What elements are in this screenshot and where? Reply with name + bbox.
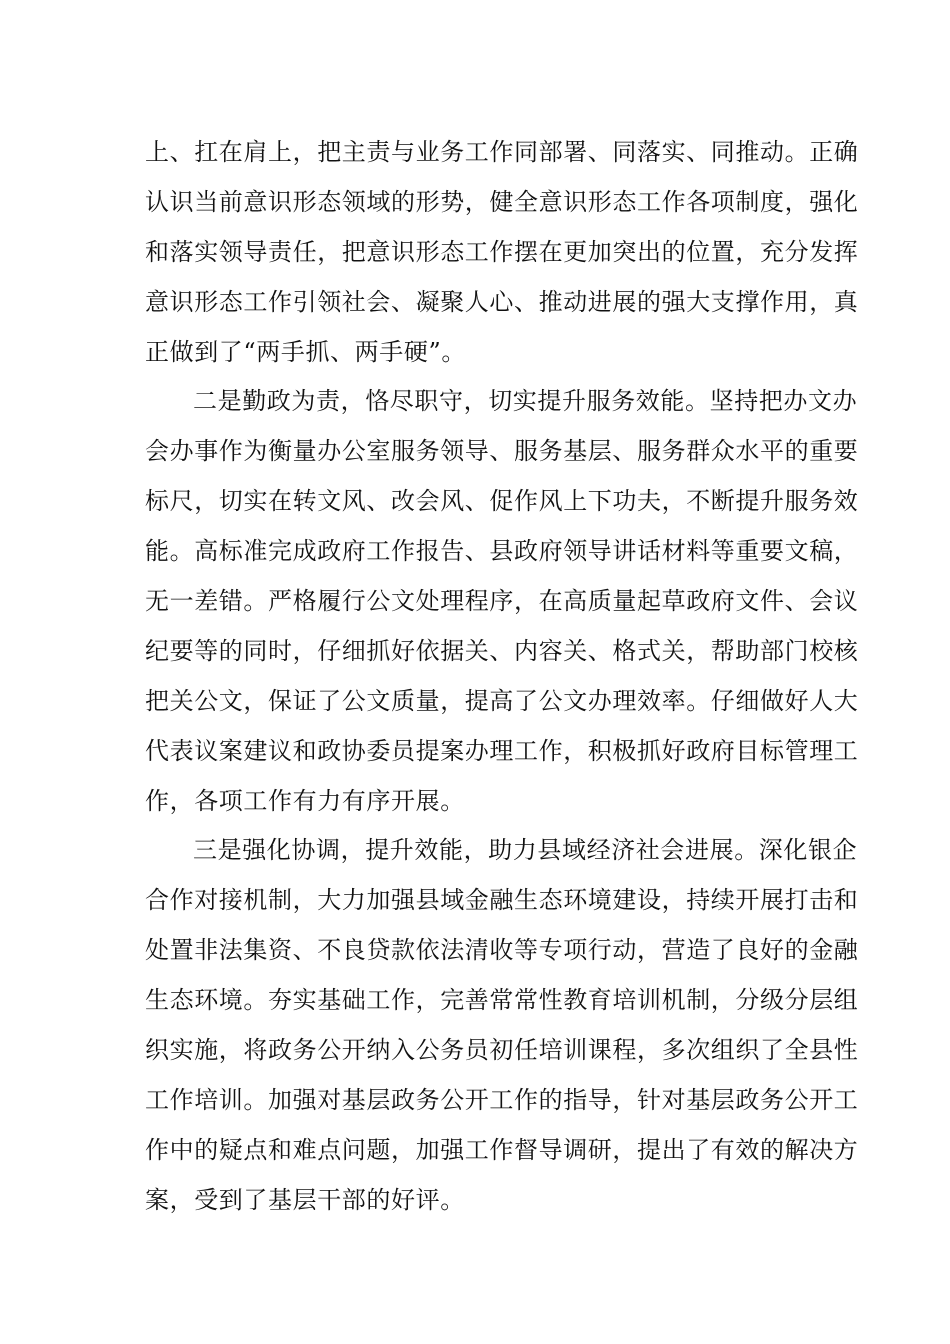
text-line: 工作培训。加强对基层政务公开工作的指导，针对基层政务公开工 xyxy=(145,1085,859,1114)
text-line: 生态环境。夯实基础工作，完善常常性教育培训机制，分级分层组 xyxy=(145,986,859,1015)
text-line: 认识当前意识形态领域的形势，健全意识形态工作各项制度，强化 xyxy=(145,187,859,216)
text-line: 合作对接机制，大力加强县域金融生态环境建设，持续开展打击和 xyxy=(145,886,859,915)
text-line: 会办事作为衡量办公室服务领导、服务基层、服务群众水平的重要 xyxy=(145,437,859,466)
text-line: 上、扛在肩上，把主责与业务工作同部署、同落实、同推动。正确 xyxy=(145,138,859,166)
text-line: 把关公文，保证了公文质量，提高了公文办理效率。仔细做好人大 xyxy=(145,686,859,715)
text-line: 案，受到了基层干部的好评。 xyxy=(145,1185,465,1214)
text-line: 纪要等的同时，仔细抓好依据关、内容关、格式关，帮助部门校核 xyxy=(145,636,859,665)
text-line: 作，各项工作有力有序开展。 xyxy=(145,786,465,815)
paragraph-first-line: 二是勤政为责，恪尽职守，切实提升服务效能。坚持把办文办 xyxy=(193,387,858,416)
text-line: 标尺，切实在转文风、改会风、促作风上下功夫，不断提升服务效 xyxy=(145,487,859,516)
text-line: 和落实领导责任，把意识形态工作摆在更加突出的位置，充分发挥 xyxy=(145,237,859,266)
text-line: 织实施，将政务公开纳入公务员初任培训课程，多次组织了全县性 xyxy=(145,1036,859,1065)
text-line: 处置非法集资、不良贷款依法清收等专项行动，营造了良好的金融 xyxy=(145,936,859,965)
text-line: 意识形态工作引领社会、凝聚人心、推动进展的强大支撑作用，真 xyxy=(145,287,859,316)
text-line: 无一差错。严格履行公文处理程序，在高质量起草政府文件、会议 xyxy=(145,587,859,616)
body-text xyxy=(145,128,859,1226)
text-line: 正做到了“两手抓、两手硬”。 xyxy=(145,337,466,366)
text-line: 作中的疑点和难点问题，加强工作督导调研，提出了有效的解决方 xyxy=(145,1135,859,1164)
text-line: 代表议案建议和政协委员提案办理工作，积极抓好政府目标管理工 xyxy=(145,736,859,765)
text-line: 能。高标准完成政府工作报告、县政府领导讲话材料等重要文稿， xyxy=(145,537,859,566)
paragraph-first-line: 三是强化协调，提升效能，助力县域经济社会进展。深化银企 xyxy=(193,836,858,865)
